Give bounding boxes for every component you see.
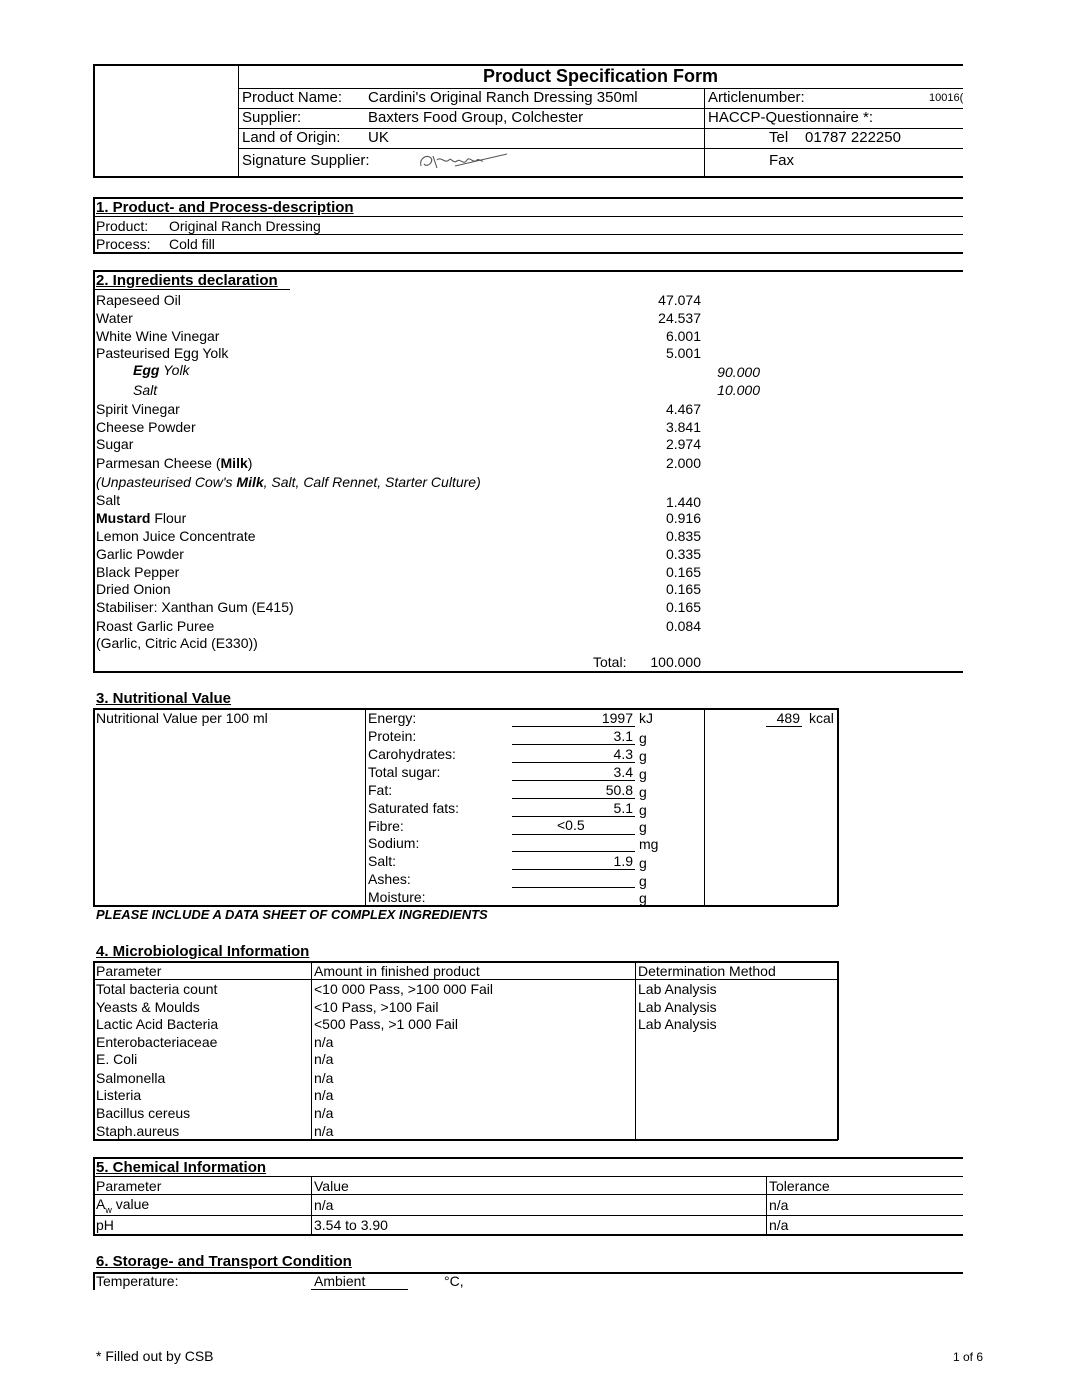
nutrient-unit: g bbox=[639, 748, 647, 764]
micro-parameter: Enterobacteriaceae bbox=[96, 1034, 218, 1050]
nutrient-unit: g bbox=[639, 802, 647, 818]
ingredient-name: Dried Onion bbox=[96, 581, 171, 597]
micro-parameter: E. Coli bbox=[96, 1051, 138, 1067]
ingredient-value: 47.074 bbox=[658, 292, 701, 308]
article-label: Articlenumber: bbox=[708, 89, 805, 106]
nutrient-unit: g bbox=[639, 784, 647, 800]
section2-title: 2. Ingredients declaration bbox=[96, 272, 278, 289]
signature-image bbox=[415, 148, 510, 174]
ingredient-composition: (Unpasteurised Cow's Milk, Salt, Calf Rennet, Starter Culture) bbox=[96, 474, 481, 490]
sub-ingredient-name: Egg Yolk bbox=[133, 362, 190, 378]
ingredient-value: 6.001 bbox=[665, 328, 701, 344]
chem-tolerance: n/a bbox=[769, 1217, 789, 1233]
nutrient-label: Saturated fats: bbox=[368, 800, 460, 816]
nutrient-label: Total sugar: bbox=[368, 764, 441, 780]
ingredient-value: 5.001 bbox=[665, 345, 701, 361]
ingredient-value: 3.841 bbox=[665, 419, 701, 435]
micro-parameter: Total bacteria count bbox=[96, 981, 218, 997]
ingredient-name: Pasteurised Egg Yolk bbox=[96, 345, 229, 361]
ingredient-value: 0.916 bbox=[665, 510, 701, 526]
signature-label: Signature Supplier: bbox=[242, 152, 370, 169]
section4-title: 4. Microbiological Information bbox=[96, 943, 310, 960]
nutrient-unit: g bbox=[639, 730, 647, 746]
ingredient-name: Rapeseed Oil bbox=[96, 292, 181, 308]
ingredient-value: 0.165 bbox=[665, 599, 701, 615]
ingredient-value: 24.537 bbox=[658, 310, 701, 326]
supplier-label: Supplier: bbox=[242, 109, 302, 126]
nutrient-label: Sodium: bbox=[368, 835, 420, 851]
nutrient-value: 1.9 bbox=[613, 853, 633, 869]
sub-ingredient-value: 10.000 bbox=[717, 382, 760, 398]
micro-amount: n/a bbox=[314, 1051, 334, 1067]
chem-header-parameter: Parameter bbox=[96, 1178, 162, 1194]
chem-parameter-ph: pH bbox=[96, 1217, 114, 1233]
process-label: Process: bbox=[96, 236, 151, 252]
ingredient-name: Sugar bbox=[96, 436, 134, 452]
product-label: Product: bbox=[96, 218, 149, 234]
micro-header-amount: Amount in finished product bbox=[314, 963, 480, 979]
total-value: 100.000 bbox=[650, 654, 701, 670]
fax-label: Fax bbox=[769, 152, 795, 169]
tel-value: 01787 222250 bbox=[805, 129, 901, 146]
process-value: Cold fill bbox=[169, 236, 215, 252]
micro-method: Lab Analysis bbox=[638, 981, 717, 997]
micro-parameter: Staph.aureus bbox=[96, 1123, 180, 1139]
nutrient-unit: g bbox=[639, 873, 647, 889]
section3-title: 3. Nutritional Value bbox=[96, 690, 232, 707]
kcal-unit: kcal bbox=[809, 710, 834, 726]
micro-amount: <500 Pass, >1 000 Fail bbox=[314, 1016, 458, 1032]
product-value: Original Ranch Dressing bbox=[169, 218, 321, 234]
ingredient-value: 4.467 bbox=[665, 401, 701, 417]
micro-amount: n/a bbox=[314, 1105, 334, 1121]
micro-amount: n/a bbox=[314, 1123, 334, 1139]
nutrient-unit: g bbox=[639, 766, 647, 782]
nutrient-value: 3.1 bbox=[613, 728, 633, 744]
product-name-value: Cardini's Original Ranch Dressing 350ml bbox=[368, 89, 638, 106]
micro-parameter: Salmonella bbox=[96, 1070, 166, 1086]
nutrient-unit: g bbox=[639, 855, 647, 871]
origin-value: UK bbox=[368, 129, 389, 146]
chem-tolerance: n/a bbox=[769, 1197, 789, 1213]
ingredient-name: Roast Garlic Puree bbox=[96, 618, 215, 634]
nutrient-label: Protein: bbox=[368, 728, 417, 744]
origin-label: Land of Origin: bbox=[242, 129, 341, 146]
nutrient-label: Ashes: bbox=[368, 871, 411, 887]
micro-header-parameter: Parameter bbox=[96, 963, 162, 979]
ingredient-value: 0.835 bbox=[665, 528, 701, 544]
nutrient-value: 3.4 bbox=[613, 764, 633, 780]
ingredient-value: 0.165 bbox=[665, 564, 701, 580]
section1-title: 1. Product- and Process-description bbox=[96, 199, 354, 216]
temperature-value: Ambient bbox=[314, 1273, 366, 1289]
micro-method: Lab Analysis bbox=[638, 1016, 717, 1032]
supplier-value: Baxters Food Group, Colchester bbox=[368, 109, 584, 126]
form-title: Product Specification Form bbox=[482, 66, 719, 86]
nutrient-unit: mg bbox=[639, 836, 659, 852]
chem-header-tolerance: Tolerance bbox=[769, 1178, 830, 1194]
ingredient-composition: (Garlic, Citric Acid (E330)) bbox=[96, 635, 258, 651]
chem-header-value: Value bbox=[314, 1178, 349, 1194]
nutrient-value: 4.3 bbox=[613, 746, 633, 762]
micro-parameter: Yeasts & Moulds bbox=[96, 999, 200, 1015]
total-label: Total: bbox=[593, 654, 627, 670]
ingredient-value: 2.974 bbox=[665, 436, 701, 452]
chem-parameter-aw: $A_w$ value bbox=[96, 1196, 150, 1215]
nutrition-per-label: Nutritional Value per 100 ml bbox=[96, 710, 268, 726]
sub-ingredient-value: 90.000 bbox=[717, 364, 760, 380]
nutrient-value: 5.1 bbox=[613, 800, 633, 816]
temperature-label: Temperature: bbox=[96, 1273, 179, 1289]
ingredient-name: Salt bbox=[96, 492, 121, 508]
footer-note: * Filled out by CSB bbox=[96, 1348, 214, 1364]
micro-parameter: Listeria bbox=[96, 1087, 142, 1103]
ingredient-name: Black Pepper bbox=[96, 564, 180, 580]
micro-amount: <10 000 Pass, >100 000 Fail bbox=[314, 981, 494, 997]
nutrient-value: 50.8 bbox=[605, 782, 633, 798]
micro-amount: n/a bbox=[314, 1070, 334, 1086]
temperature-unit: °C, bbox=[444, 1273, 464, 1289]
nutrient-label: Moisture: bbox=[368, 889, 426, 905]
micro-header-method: Determination Method bbox=[638, 963, 776, 979]
nutrient-label: Fat: bbox=[368, 782, 393, 798]
product-name-label: Product Name: bbox=[242, 89, 343, 106]
chem-value: n/a bbox=[314, 1197, 334, 1213]
tel-label: Tel bbox=[769, 129, 789, 146]
chem-value: 3.54 to 3.90 bbox=[314, 1217, 388, 1233]
nutrient-value: <0.5 bbox=[557, 817, 585, 833]
ingredient-value: 0.335 bbox=[665, 546, 701, 562]
article-value: 10016( bbox=[929, 92, 964, 104]
micro-amount: n/a bbox=[314, 1034, 334, 1050]
ingredient-value: 0.084 bbox=[665, 618, 701, 634]
micro-amount: <10 Pass, >100 Fail bbox=[314, 999, 439, 1015]
ingredient-name: Stabiliser: Xanthan Gum (E415) bbox=[96, 599, 294, 615]
ingredient-name: Parmesan Cheese (Milk) bbox=[96, 455, 253, 471]
haccp-label: HACCP-Questionnaire *: bbox=[708, 109, 874, 126]
kcal-value: 489 bbox=[776, 710, 800, 726]
ingredient-name: Lemon Juice Concentrate bbox=[96, 528, 256, 544]
nutrient-unit: kJ bbox=[639, 710, 653, 726]
ingredient-name: Garlic Powder bbox=[96, 546, 184, 562]
nutrient-value: 1997 bbox=[601, 710, 633, 726]
micro-method: Lab Analysis bbox=[638, 999, 717, 1015]
nutrient-unit: g bbox=[639, 890, 647, 906]
ingredient-name: Cheese Powder bbox=[96, 419, 196, 435]
ingredient-name: White Wine Vinegar bbox=[96, 328, 220, 344]
nutrient-label: Salt: bbox=[368, 853, 397, 869]
ingredient-name: Mustard Flour bbox=[96, 510, 187, 526]
section5-title: 5. Chemical Information bbox=[96, 1159, 267, 1176]
ingredient-value: 1.440 bbox=[665, 494, 701, 510]
micro-parameter: Lactic Acid Bacteria bbox=[96, 1016, 219, 1032]
ingredient-name: Spirit Vinegar bbox=[96, 401, 180, 417]
sub-ingredient-name: Salt bbox=[133, 382, 158, 398]
ingredient-value: 2.000 bbox=[665, 455, 701, 471]
nutrient-label: Energy: bbox=[368, 710, 417, 726]
ingredient-value: 0.165 bbox=[665, 581, 701, 597]
page-number: 1 of 6 bbox=[953, 1350, 984, 1364]
nutrient-label: Carohydrates: bbox=[368, 746, 456, 762]
micro-parameter: Bacillus cereus bbox=[96, 1105, 191, 1121]
ingredient-name: Water bbox=[96, 310, 133, 326]
nutrient-unit: g bbox=[639, 819, 647, 835]
micro-amount: n/a bbox=[314, 1087, 334, 1103]
nutrient-label: Fibre: bbox=[368, 818, 404, 834]
complex-ingredients-note: PLEASE INCLUDE A DATA SHEET OF COMPLEX INGREDIENTS bbox=[96, 907, 488, 922]
section6-title: 6. Storage- and Transport Condition bbox=[96, 1253, 352, 1270]
